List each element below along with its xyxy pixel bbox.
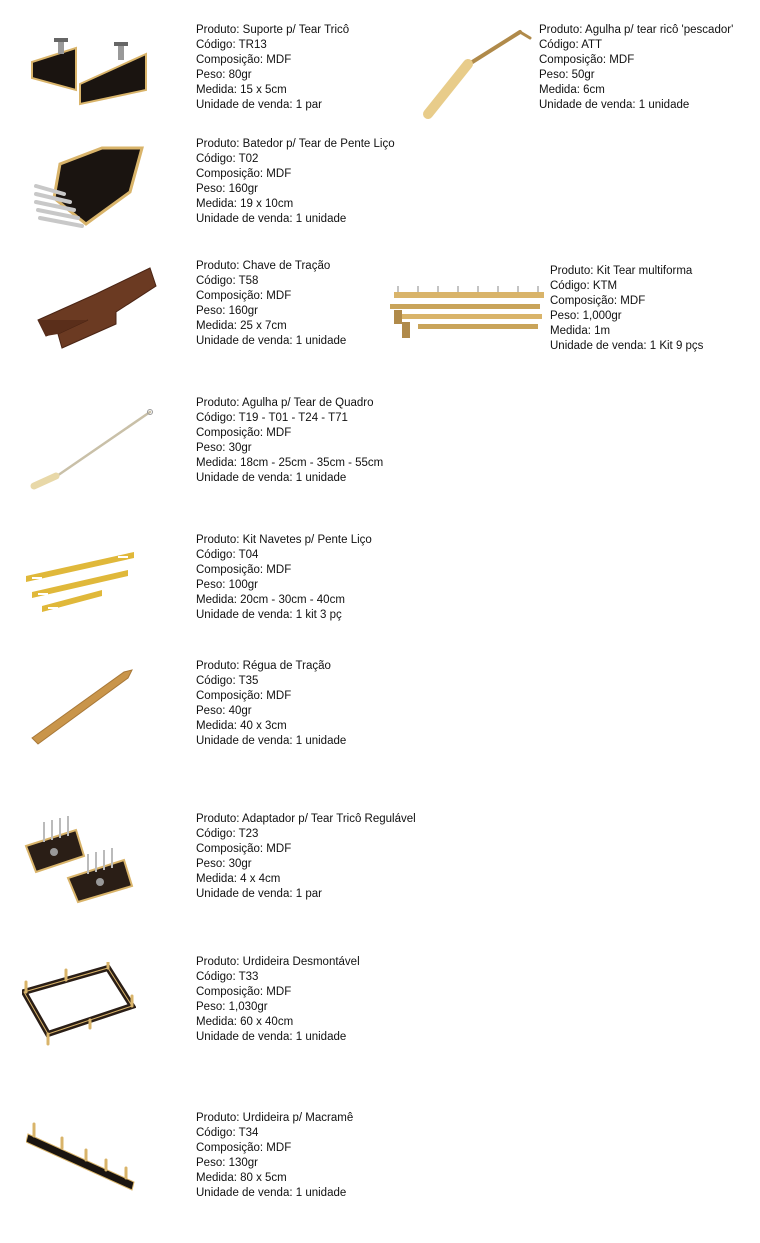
product-weight: Peso: 40gr — [196, 705, 252, 717]
product-size: Medida: 4 x 4cm — [196, 873, 281, 885]
product-code: Código: KTM — [550, 280, 618, 292]
product-name: Produto: Chave de Tração — [196, 260, 331, 272]
product-weight: Peso: 1,000gr — [550, 310, 622, 322]
product-code: Código: ATT — [539, 39, 603, 51]
agulha-pescador-image — [418, 24, 533, 124]
product-sale-unit: Unidade de venda: 1 unidade — [196, 213, 347, 225]
suporte-tear-image — [28, 32, 158, 107]
product-code: Código: T35 — [196, 675, 259, 687]
product-code: Código: T33 — [196, 971, 259, 983]
product-size: Medida: 6cm — [539, 84, 605, 96]
product-weight: Peso: 130gr — [196, 1157, 259, 1169]
product-sale-unit: Unidade de venda: 1 Kit 9 pçs — [550, 340, 704, 352]
product-sale-unit: Unidade de venda: 1 unidade — [196, 335, 347, 347]
product-weight: Peso: 160gr — [196, 305, 259, 317]
product-size: Medida: 20cm - 30cm - 40cm — [196, 594, 345, 606]
adaptador-image — [24, 812, 140, 904]
urdideira-desmontavel-image — [22, 962, 136, 1050]
product-sale-unit: Unidade de venda: 1 kit 3 pç — [196, 609, 342, 621]
product-name: Produto: Urdideira p/ Macramê — [196, 1112, 354, 1124]
product-sale-unit: Unidade de venda: 1 par — [196, 99, 322, 111]
product-size: Medida: 60 x 40cm — [196, 1016, 294, 1028]
product-size: Medida: 1m — [550, 325, 611, 337]
product-size: Medida: 25 x 7cm — [196, 320, 287, 332]
product-name: Produto: Agulha p/ tear ricô 'pescador' — [539, 24, 734, 36]
product-size: Medida: 18cm - 25cm - 35cm - 55cm — [196, 457, 384, 469]
product-size: Medida: 15 x 5cm — [196, 84, 287, 96]
product-name: Produto: Kit Navetes p/ Pente Liço — [196, 534, 372, 546]
product-weight: Peso: 80gr — [196, 69, 252, 81]
kit-tear-multiforma-image — [388, 282, 548, 342]
product-name: Produto: Batedor p/ Tear de Pente Liço — [196, 138, 395, 150]
product-sale-unit: Unidade de venda: 1 unidade — [196, 1187, 347, 1199]
product-composition: Composição: MDF — [196, 986, 292, 998]
product-code: Código: T23 — [196, 828, 259, 840]
batedor-image — [30, 142, 150, 232]
product-composition: Composição: MDF — [196, 427, 292, 439]
product-weight: Peso: 50gr — [539, 69, 595, 81]
product-sale-unit: Unidade de venda: 1 unidade — [196, 472, 347, 484]
product-size: Medida: 40 x 3cm — [196, 720, 287, 732]
product-composition: Composição: MDF — [196, 843, 292, 855]
product-composition: Composição: MDF — [196, 54, 292, 66]
product-weight: Peso: 100gr — [196, 579, 259, 591]
product-code: Código: T04 — [196, 549, 259, 561]
product-name: Produto: Kit Tear multiforma — [550, 265, 693, 277]
product-sale-unit: Unidade de venda: 1 unidade — [539, 99, 690, 111]
urdideira-macrame-image — [26, 1118, 138, 1198]
product-composition: Composição: MDF — [196, 290, 292, 302]
product-size: Medida: 19 x 10cm — [196, 198, 294, 210]
product-composition: Composição: MDF — [196, 168, 292, 180]
product-sale-unit: Unidade de venda: 1 unidade — [196, 1031, 347, 1043]
product-name: Produto: Régua de Tração — [196, 660, 331, 672]
product-name: Produto: Agulha p/ Tear de Quadro — [196, 397, 374, 409]
agulha-tear-quadro-image — [28, 404, 158, 492]
product-weight: Peso: 1,030gr — [196, 1001, 268, 1013]
product-name: Produto: Adaptador p/ Tear Tricô Regulável — [196, 813, 416, 825]
product-code: Código: TR13 — [196, 39, 267, 51]
regua-tracao-image — [28, 666, 136, 748]
product-code: Código: T19 - T01 - T24 - T71 — [196, 412, 348, 424]
product-weight: Peso: 30gr — [196, 858, 252, 870]
chave-tracao-image — [32, 262, 160, 354]
product-composition: Composição: MDF — [196, 690, 292, 702]
product-name: Produto: Suporte p/ Tear Tricô — [196, 24, 350, 36]
product-name: Produto: Urdideira Desmontável — [196, 956, 360, 968]
product-sale-unit: Unidade de venda: 1 par — [196, 888, 322, 900]
product-code: Código: T02 — [196, 153, 259, 165]
product-composition: Composição: MDF — [196, 1142, 292, 1154]
product-weight: Peso: 160gr — [196, 183, 259, 195]
product-composition: Composição: MDF — [196, 564, 292, 576]
product-weight: Peso: 30gr — [196, 442, 252, 454]
product-code: Código: T34 — [196, 1127, 259, 1139]
product-composition: Composição: MDF — [539, 54, 635, 66]
product-sale-unit: Unidade de venda: 1 unidade — [196, 735, 347, 747]
kit-navetes-image — [24, 548, 138, 614]
product-composition: Composição: MDF — [550, 295, 646, 307]
product-code: Código: T58 — [196, 275, 259, 287]
product-size: Medida: 80 x 5cm — [196, 1172, 287, 1184]
